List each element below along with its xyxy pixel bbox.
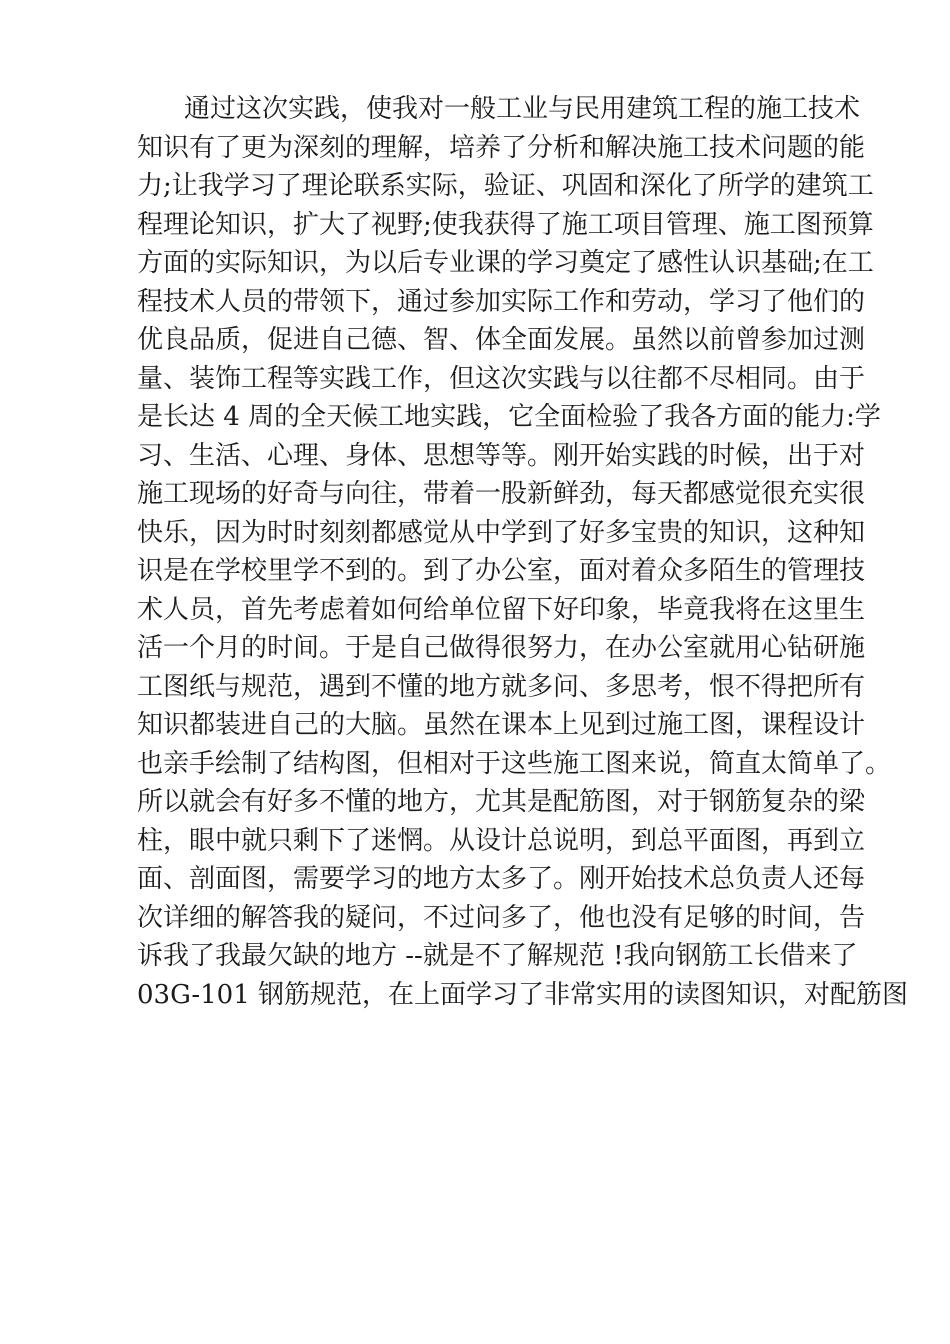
- text-line: 也亲手绘制了结构图，但相对于这些施工图来说，简直太简单了。: [137, 748, 892, 779]
- text-line: 通过这次实践，使我对一般工业与民用建筑工程的施工技术: [184, 94, 861, 124]
- text-line: 程理论知识，扩大了视野;使我获得了施工项目管理、施工图预算: [137, 209, 874, 240]
- text-line: 量、装饰工程等实践工作，但这次实践与以往都不尽相同。由于: [137, 363, 866, 394]
- text-line: 习、生活、心理、身体、思想等等。刚开始实践的时候，出于对: [137, 440, 866, 471]
- text-line: 知识有了更为深刻的理解，培养了分析和解决施工技术问题的能: [137, 132, 866, 163]
- text-line: 知识都装进自己的大脑。虽然在课本上见到过施工图，课程设计: [137, 710, 866, 740]
- text-line: 方面的实际知识，为以后专业课的学习奠定了感性认识基础;在工: [137, 248, 874, 278]
- text-line: 程技术人员的带领下，通过参加实际工作和劳动，学习了他们的: [137, 286, 866, 317]
- text-line: 识是在学校里学不到的。到了办公室，面对着众多陌生的管理技: [137, 556, 866, 586]
- text-line: 面、剖面图，需要学习的地方太多了。刚开始技术总负责人还每: [137, 864, 866, 894]
- text-line: 是长达 4 周的全天候工地实践，它全面检验了我各方面的能力:学: [137, 402, 881, 432]
- text-line: 工图纸与规范，遇到不懂的地方就多问、多思考，恨不得把所有: [137, 671, 866, 702]
- text-line: 快乐，因为时时刻刻都感觉从中学到了好多宝贵的知识，这种知: [137, 517, 866, 548]
- text-line: 次详细的解答我的疑问，不过问多了，他也没有足够的时间，告: [137, 902, 866, 933]
- text-line: 03G-101 钢筋规范，在上面学习了非常实用的读图知识，对配筋图: [137, 979, 909, 1010]
- text-line: 活一个月的时间。于是自己做得很努力，在办公室就用心钻研施: [137, 633, 866, 663]
- text-line: 施工现场的好奇与向往，带着一股新鲜劲，每天都感觉很充实很: [137, 479, 866, 509]
- text-line: 优良品质，促进自己德、智、体全面发展。虽然以前曾参加过测: [137, 325, 866, 355]
- text-line: 所以就会有好多不懂的地方，尤其是配筋图，对于钢筋复杂的梁: [137, 787, 866, 817]
- text-line: 柱，眼中就只剩下了迷惘。从设计总说明，到总平面图，再到立: [137, 825, 866, 856]
- text-line: 诉我了我最欠缺的地方 --就是不了解规范 !我向钢筋工长借来了: [137, 941, 858, 971]
- text-line: 力;让我学习了理论联系实际，验证、巩固和深化了所学的建筑工: [137, 171, 874, 201]
- body-paragraph: [137, 90, 909, 1014]
- text-line: 术人员，首先考虑着如何给单位留下好印象，毕竟我将在这里生: [137, 594, 866, 625]
